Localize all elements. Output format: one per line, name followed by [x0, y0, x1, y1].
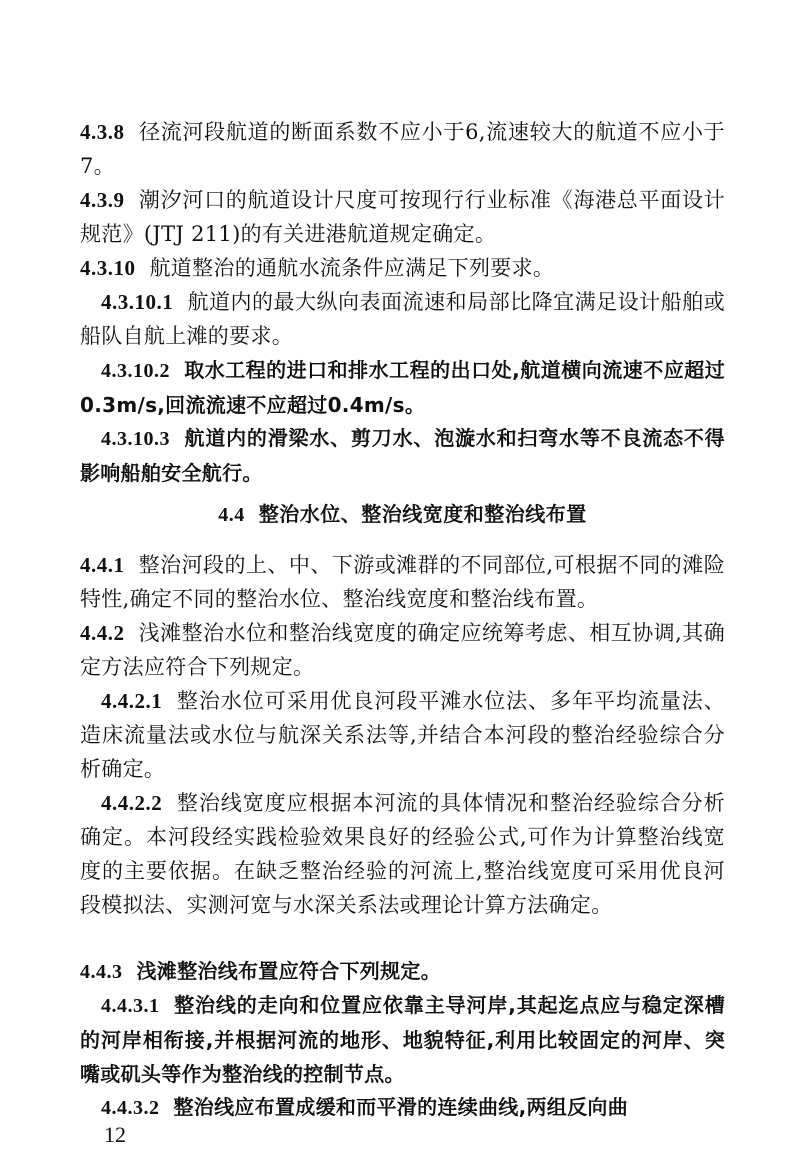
- clause-4-3-9: [80, 183, 725, 251]
- clause-text: 航道整治的通航水流条件应满足下列要求。: [149, 256, 555, 280]
- clause-text: 整治水位可采用优良河段平滩水位法、多年平均流量法、造床流量法或水位与航深关系法等,并结合本河段的整治经验综合分析确定。: [80, 689, 725, 781]
- clause-number: 4.4.3.1: [101, 995, 160, 1017]
- clause-4-4-2-2: [80, 786, 725, 922]
- clause-text: 整治线应布置成缓和而平滑的连续曲线,两组反向曲: [173, 1095, 628, 1119]
- clause-text: 浅滩整治水位和整治线宽度的确定应统筹考虑、相互协调,其确定方法应符合下列规定。: [80, 621, 725, 679]
- clause-text: 潮汐河口的航道设计尺度可按现行行业标准《海港总平面设计规范》(JTJ 211)的有关进港航道规定确定。: [80, 188, 725, 246]
- clause-4-4-2: [80, 616, 725, 684]
- clause-4-4-3-1: [80, 988, 725, 1091]
- section-heading: [80, 497, 725, 532]
- section-number: 4.4: [218, 504, 245, 526]
- clause-number: 4.3.10.2: [101, 360, 170, 382]
- clause-4-4-3: [80, 954, 725, 989]
- clause-number: 4.4.3: [80, 961, 123, 983]
- clause-4-3-8: [80, 115, 725, 183]
- clause-number: 4.4.2.1: [101, 689, 163, 713]
- clause-number: 4.4.2: [80, 621, 125, 645]
- clause-number: 4.3.10.3: [101, 428, 170, 450]
- clause-text: 径流河段航道的断面系数不应小于6,流速较大的航道不应小于7。: [80, 120, 725, 178]
- clause-4-3-10-2: [80, 353, 725, 422]
- clause-number: 4.4.3.2: [101, 1097, 160, 1119]
- clause-4-4-2-1: [80, 684, 725, 786]
- clause-text: 航道内的滑梁水、剪刀水、泡漩水和扫弯水等不良流态不得影响船舶安全航行。: [80, 426, 725, 485]
- clause-text: 航道内的最大纵向表面流速和局部比降宜满足设计船舶或船队自航上滩的要求。: [80, 290, 725, 348]
- clause-4-4-1: [80, 548, 725, 616]
- page-number: 12: [104, 1122, 126, 1147]
- clause-number: 4.3.9: [80, 188, 125, 212]
- clause-4-3-10-1: [80, 285, 725, 353]
- clause-4-4-3-2: [80, 1090, 725, 1125]
- clause-4-3-10-3: [80, 421, 725, 490]
- clause-number: 4.4.2.2: [101, 791, 163, 815]
- clause-number: 4.4.1: [80, 553, 125, 577]
- clause-text: 整治线的走向和位置应依靠主导河岸,其起迄点应与稳定深槽的河岸相衔接,并根据河流的地形、地貌特征,利用比较固定的河岸、突嘴或矶头等作为整治线的控制节点。: [80, 993, 725, 1086]
- clause-text: 取水工程的进口和排水工程的出口处,航道横向流速不应超过0.3m/s,回流流速不应超过0.4m/s。: [80, 358, 725, 417]
- clause-text: 整治线宽度应根据本河流的具体情况和整治经验综合分析确定。本河段经实践检验效果良好的经验公式,可作为计算整治线宽度的主要依据。在缺乏整治经验的河流上,整治线宽度可采用优良河段模拟法、实测河宽与水深关系法或理论计算方法确定。: [80, 791, 725, 917]
- clause-4-3-10: [80, 251, 725, 285]
- clause-number: 4.3.10.1: [101, 290, 174, 314]
- clause-number: 4.3.10: [80, 256, 136, 280]
- clause-text: 浅滩整治线布置应符合下列规定。: [136, 959, 441, 983]
- section-title: 整治水位、整治线宽度和整治线布置: [258, 502, 587, 526]
- clause-number: 4.3.8: [80, 120, 125, 144]
- clause-text: 整治河段的上、中、下游或滩群的不同部位,可根据不同的滩险特性,确定不同的整治水位、整治线宽度和整治线布置。: [80, 553, 725, 611]
